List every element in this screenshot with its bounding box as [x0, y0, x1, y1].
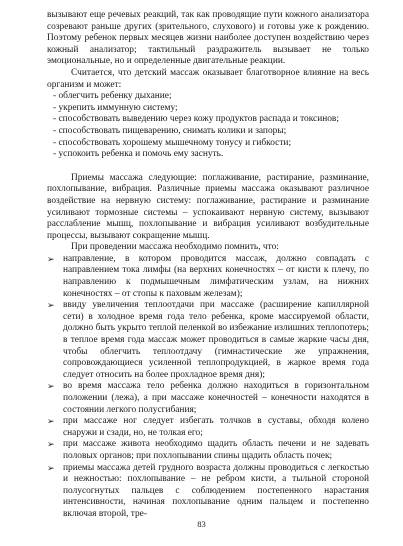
list-item-text: ввиду увеличения теплоотдачи при массаже (расширение капиллярной сети) в холодное время года тело ребенка, кроме массируемой области, должно быть укрыто теплой пеленкой во избежание излишних теплопотерь; в теплое время года массаж может проводиться в самые жаркие часы дня, чтобы облегчить теплоотдачу (гимнастические же упражнения, сопровождающиеся усиленной теплопродукцией, в жаркое время года следует относить на более прохладное время дня);	[63, 300, 369, 380]
arrow-bullet-icon: ➢	[47, 462, 55, 473]
list-item	[47, 300, 369, 381]
benefits-list	[47, 91, 369, 161]
list-item	[47, 254, 369, 300]
list-item	[47, 416, 369, 439]
arrow-bullet-icon: ➢	[47, 439, 55, 450]
list-item	[47, 381, 369, 416]
arrow-bullet-icon: ➢	[47, 300, 55, 311]
list-item: - облегчить ребенку дыхание;	[53, 91, 172, 102]
list-item: - способствовать выведению через кожу продуктов распада и токсинов;	[53, 114, 339, 125]
list-item-text: направление, в котором проводится массаж, должно совпадать с направлением тока лимфы (на верхних конечностях – от кисти к плечу, по направлению к подмышечным лимфатическим узлам, на нижних конечностях – от стопы к паховым железам);	[63, 253, 369, 299]
paragraph-gap	[47, 161, 369, 173]
paragraph-massage-techniques: Приемы массажа следующие: поглаживание, растирание, разминание, похлопывание, вибрация. Различные приемы массажа оказывают различное воздействие на нервную систему: поглаживание, растирание и разминание усиливают тормозные системы – успокаивают нервную систему, вызывают расслабление мышц, похлопывание и вибрация усиливают возбудительные процессы, вызывают сокращение мышц.	[47, 172, 369, 241]
page-body	[47, 10, 369, 521]
page-number: 83	[197, 519, 206, 529]
arrow-bullet-icon: ➢	[47, 253, 55, 264]
paragraph-rules-intro: При проведении массажа необходимо помнить, что:	[71, 242, 279, 253]
list-item: - успокоить ребенка и помочь ему заснуть.	[53, 149, 224, 160]
list-item: - способствовать пищеварению, снимать колики и запоры;	[53, 125, 287, 136]
list-item	[47, 463, 369, 521]
list-item-text: при массаже живота необходимо щадить область печени и не задевать половых органов; при похлопывании спины щадить область почек;	[63, 439, 369, 461]
rules-list	[47, 254, 369, 521]
list-item: - укрепить иммунную систему;	[53, 102, 178, 113]
arrow-bullet-icon: ➢	[47, 381, 55, 392]
list-item-text: во время массажа тело ребенка должно находиться в горизонтальном положении (лежа), а при массаже конечностей – конечности находятся в состоянии легкого полусгибания;	[63, 381, 369, 415]
list-item: - способствовать хорошему мышечному тонусу и гибкости;	[53, 137, 292, 148]
arrow-bullet-icon: ➢	[47, 416, 55, 427]
list-item-text: приемы массажа детей грудного возраста должны проводиться с легкостью и нежностью: похлопывание – не ребром кисти, а тыльной стороной полусогнутых пальцев с соблюдением постепенного нарастания интенсивности, начиная похлопывание одним пальцем и постепенно включая второй, тре-	[63, 462, 369, 519]
list-item-text: при массаже ног следует избегать толчков в суставы, обходя колено снаружи и сзади, но, не толкая его;	[63, 416, 369, 438]
paragraph-intro: вызывают еще речевых реакций, так как проводящие пути кожного анализатора созревают раньше других (зрительного, слухового) и готовы уже к рождению. Поэтому ребенок первых месяцев жизни наиболее доступен воздействию через кожный анализатор; тактильный раздражитель вызывает не только эмоциональные, но и определенные двигательные реакции.	[47, 10, 369, 67]
paragraph-massage-benefits: Считается, что детский массаж оказывает благотворное влияние на весь организм и может:	[47, 67, 369, 90]
list-item	[47, 439, 369, 462]
